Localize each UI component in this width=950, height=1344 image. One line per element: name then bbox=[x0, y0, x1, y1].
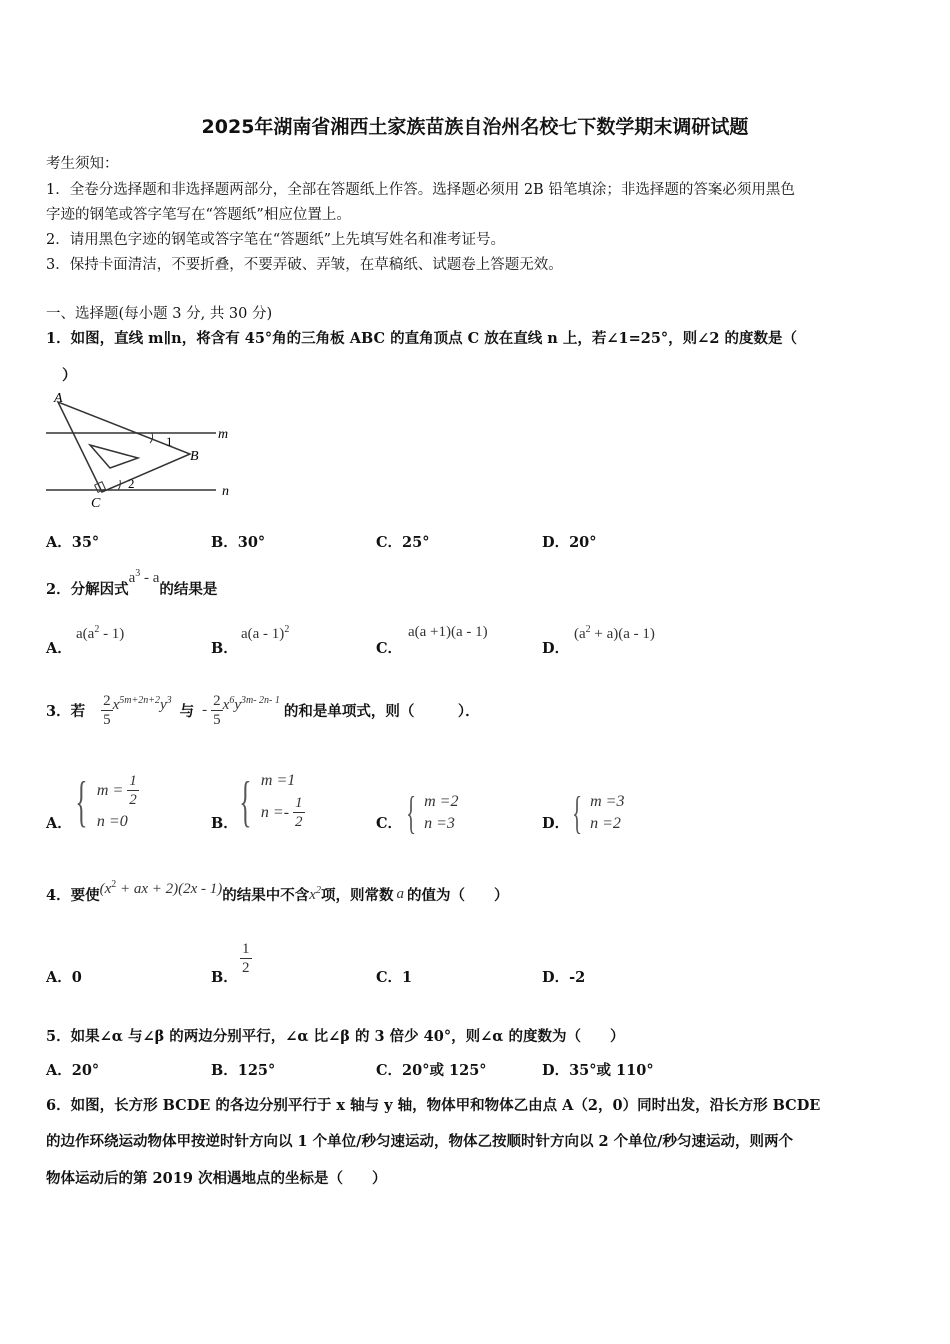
question-2 bbox=[46, 568, 218, 599]
page-title: 2025年湖南省湘西土家族苗族自治州名校七下数学期末调研试题 bbox=[201, 116, 749, 138]
question-3 bbox=[46, 692, 480, 729]
q3-option-b-label[interactable]: B． bbox=[211, 815, 238, 832]
q3-option-a-label[interactable]: A． bbox=[46, 815, 72, 832]
q2-option-a-expr[interactable]: $a(a^2 - 1)$ bbox=[76, 624, 125, 642]
question-4-mid-2: 项，则常数 bbox=[320, 887, 394, 904]
question-4 bbox=[46, 879, 509, 905]
notice-item-1-line-2: 字迹的钢笔或答字笔写在“答题纸”相应位置上。 bbox=[46, 207, 351, 223]
q2-option-b-expr[interactable]: a(a - 1)$^2$ bbox=[241, 624, 290, 642]
question-3-conjunction: 与 bbox=[179, 703, 195, 720]
q4-option-d[interactable]: D．-2 bbox=[542, 969, 586, 986]
question-4-expression: ($x^2$ + ax + 2)(2x - 1) bbox=[99, 879, 223, 897]
question-3-fraction-1: $\frac{2}{5}$ bbox=[103, 693, 111, 728]
notice-heading: 考生须知： bbox=[46, 156, 119, 172]
q4-option-b-fraction[interactable]: $\frac{1}{2}$ bbox=[242, 941, 250, 976]
q4-option-a[interactable]: A．0 bbox=[46, 969, 82, 986]
section-heading: 一、选择题(每小题 3 分, 共 30 分) bbox=[46, 306, 273, 322]
q5-option-d[interactable]: D．35°或 110° bbox=[542, 1062, 654, 1079]
label-angle-1: 1 bbox=[166, 434, 173, 449]
q2-option-d-label[interactable]: D． bbox=[542, 640, 570, 657]
label-angle-2: 2 bbox=[128, 476, 135, 491]
q4-option-c[interactable]: C．1 bbox=[376, 969, 413, 986]
question-4-term: $x^2$ bbox=[309, 885, 321, 903]
question-3-fraction-2: $\frac{2}{5}$ bbox=[213, 693, 221, 728]
question-3-minus: - bbox=[202, 702, 208, 718]
label-n: n bbox=[222, 484, 229, 499]
q3-option-b-system[interactable]: { m =1 n =- $\frac{1}{2}$ bbox=[239, 770, 303, 833]
q3-option-c-label[interactable]: C． bbox=[376, 815, 403, 832]
label-m: m bbox=[218, 427, 229, 442]
q4-option-b-label[interactable]: B． bbox=[211, 969, 238, 986]
question-6-line-3: 物体运动后的第 2019 次相遇地点的坐标是（ ） bbox=[46, 1170, 387, 1187]
notice-item-3: 3．保持卡面清洁，不要折叠，不要弄破、弄皱，在草稿纸、试题卷上答题无效。 bbox=[46, 257, 563, 273]
q5-option-b[interactable]: B．125° bbox=[211, 1062, 276, 1079]
q3-option-d-system[interactable]: { m =3 n =2 bbox=[572, 787, 625, 838]
question-4-prefix: 4．要使 bbox=[46, 887, 100, 904]
question-2-suffix: 的结果是 bbox=[159, 581, 218, 598]
q1-option-b[interactable]: B．30° bbox=[211, 534, 266, 551]
label-a: A bbox=[54, 391, 63, 406]
question-3-suffix: 的和是单项式，则（ ）． bbox=[283, 703, 480, 720]
q2-option-a-label[interactable]: A． bbox=[46, 640, 72, 657]
question-4-suffix: 的值为（ ） bbox=[406, 887, 509, 904]
question-6-line-2: 的边作环绕运动物体甲按逆时针方向以 1 个单位/秒匀速运动，物体乙按顺时针方向以 2 个单位/秒匀速运动，则两个 bbox=[46, 1133, 793, 1150]
label-b: B bbox=[190, 449, 199, 464]
q3-option-d-label[interactable]: D． bbox=[542, 815, 570, 832]
q2-option-c-label[interactable]: C． bbox=[376, 640, 403, 657]
q3-option-a-system[interactable]: { m = $\frac{1}{2}$ n =0 bbox=[75, 770, 137, 833]
question-1-figure bbox=[40, 388, 240, 513]
question-6-line-1: 6．如图，长方形 BCDE 的各边分别平行于 x 轴与 y 轴，物体甲和物体乙由点 A（2，0）同时出发，沿长方形 BCDE bbox=[46, 1097, 821, 1114]
triangle-inner bbox=[90, 445, 138, 468]
question-1-line-2: ） bbox=[62, 367, 77, 384]
q2-option-b-label[interactable]: B． bbox=[211, 640, 238, 657]
label-c: C bbox=[91, 496, 101, 511]
q2-option-d-expr[interactable]: $(a^2 + a)(a - 1)$ bbox=[574, 624, 655, 642]
q5-option-c[interactable]: C．20°或 125° bbox=[376, 1062, 487, 1079]
notice-item-2: 2．请用黑色字迹的钢笔或答字笔在“答题纸”上先填写姓名和准考证号。 bbox=[46, 232, 506, 248]
q1-option-c[interactable]: C．25° bbox=[376, 534, 430, 551]
question-3-term-1: $x^{5m+2n+2}y^3$ bbox=[112, 695, 172, 713]
question-5: 5．如果∠α 与∠β 的两边分别平行，∠α 比∠β 的 3 倍少 40°，则∠α 的度数为（ ） bbox=[46, 1028, 625, 1045]
question-2-prefix: 2．分解因式 bbox=[46, 581, 129, 598]
question-1-line-1: 1．如图，直线 m∥n，将含有 45°角的三角板 ABC 的直角顶点 C 放在直线 n 上，若∠1=25°，则∠2 的度数是（ bbox=[46, 330, 797, 347]
q1-option-d[interactable]: D．20° bbox=[542, 534, 597, 551]
q2-option-c-expr[interactable]: a(a +1)(a - 1) bbox=[408, 624, 488, 640]
q3-option-c-system[interactable]: { m =2 n =3 bbox=[406, 787, 459, 838]
notice-item-1-line-1: 1．全卷分选择题和非选择题两部分，全部在答题纸上作答。选择题必须用 2B 铅笔填涂；非选择题的答案必须用黑色 bbox=[46, 182, 795, 198]
question-2-expression: $a^3$ - a bbox=[128, 568, 160, 586]
question-4-variable: a bbox=[396, 886, 404, 902]
q5-option-a[interactable]: A．20° bbox=[46, 1062, 100, 1079]
q1-option-a[interactable]: A．35° bbox=[46, 534, 100, 551]
question-4-mid: 的结果中不含 bbox=[222, 887, 310, 904]
question-3-prefix: 3．若 bbox=[46, 703, 86, 720]
question-3-term-2: $x^6y^{3m- 2n- 1}$ bbox=[222, 695, 280, 713]
